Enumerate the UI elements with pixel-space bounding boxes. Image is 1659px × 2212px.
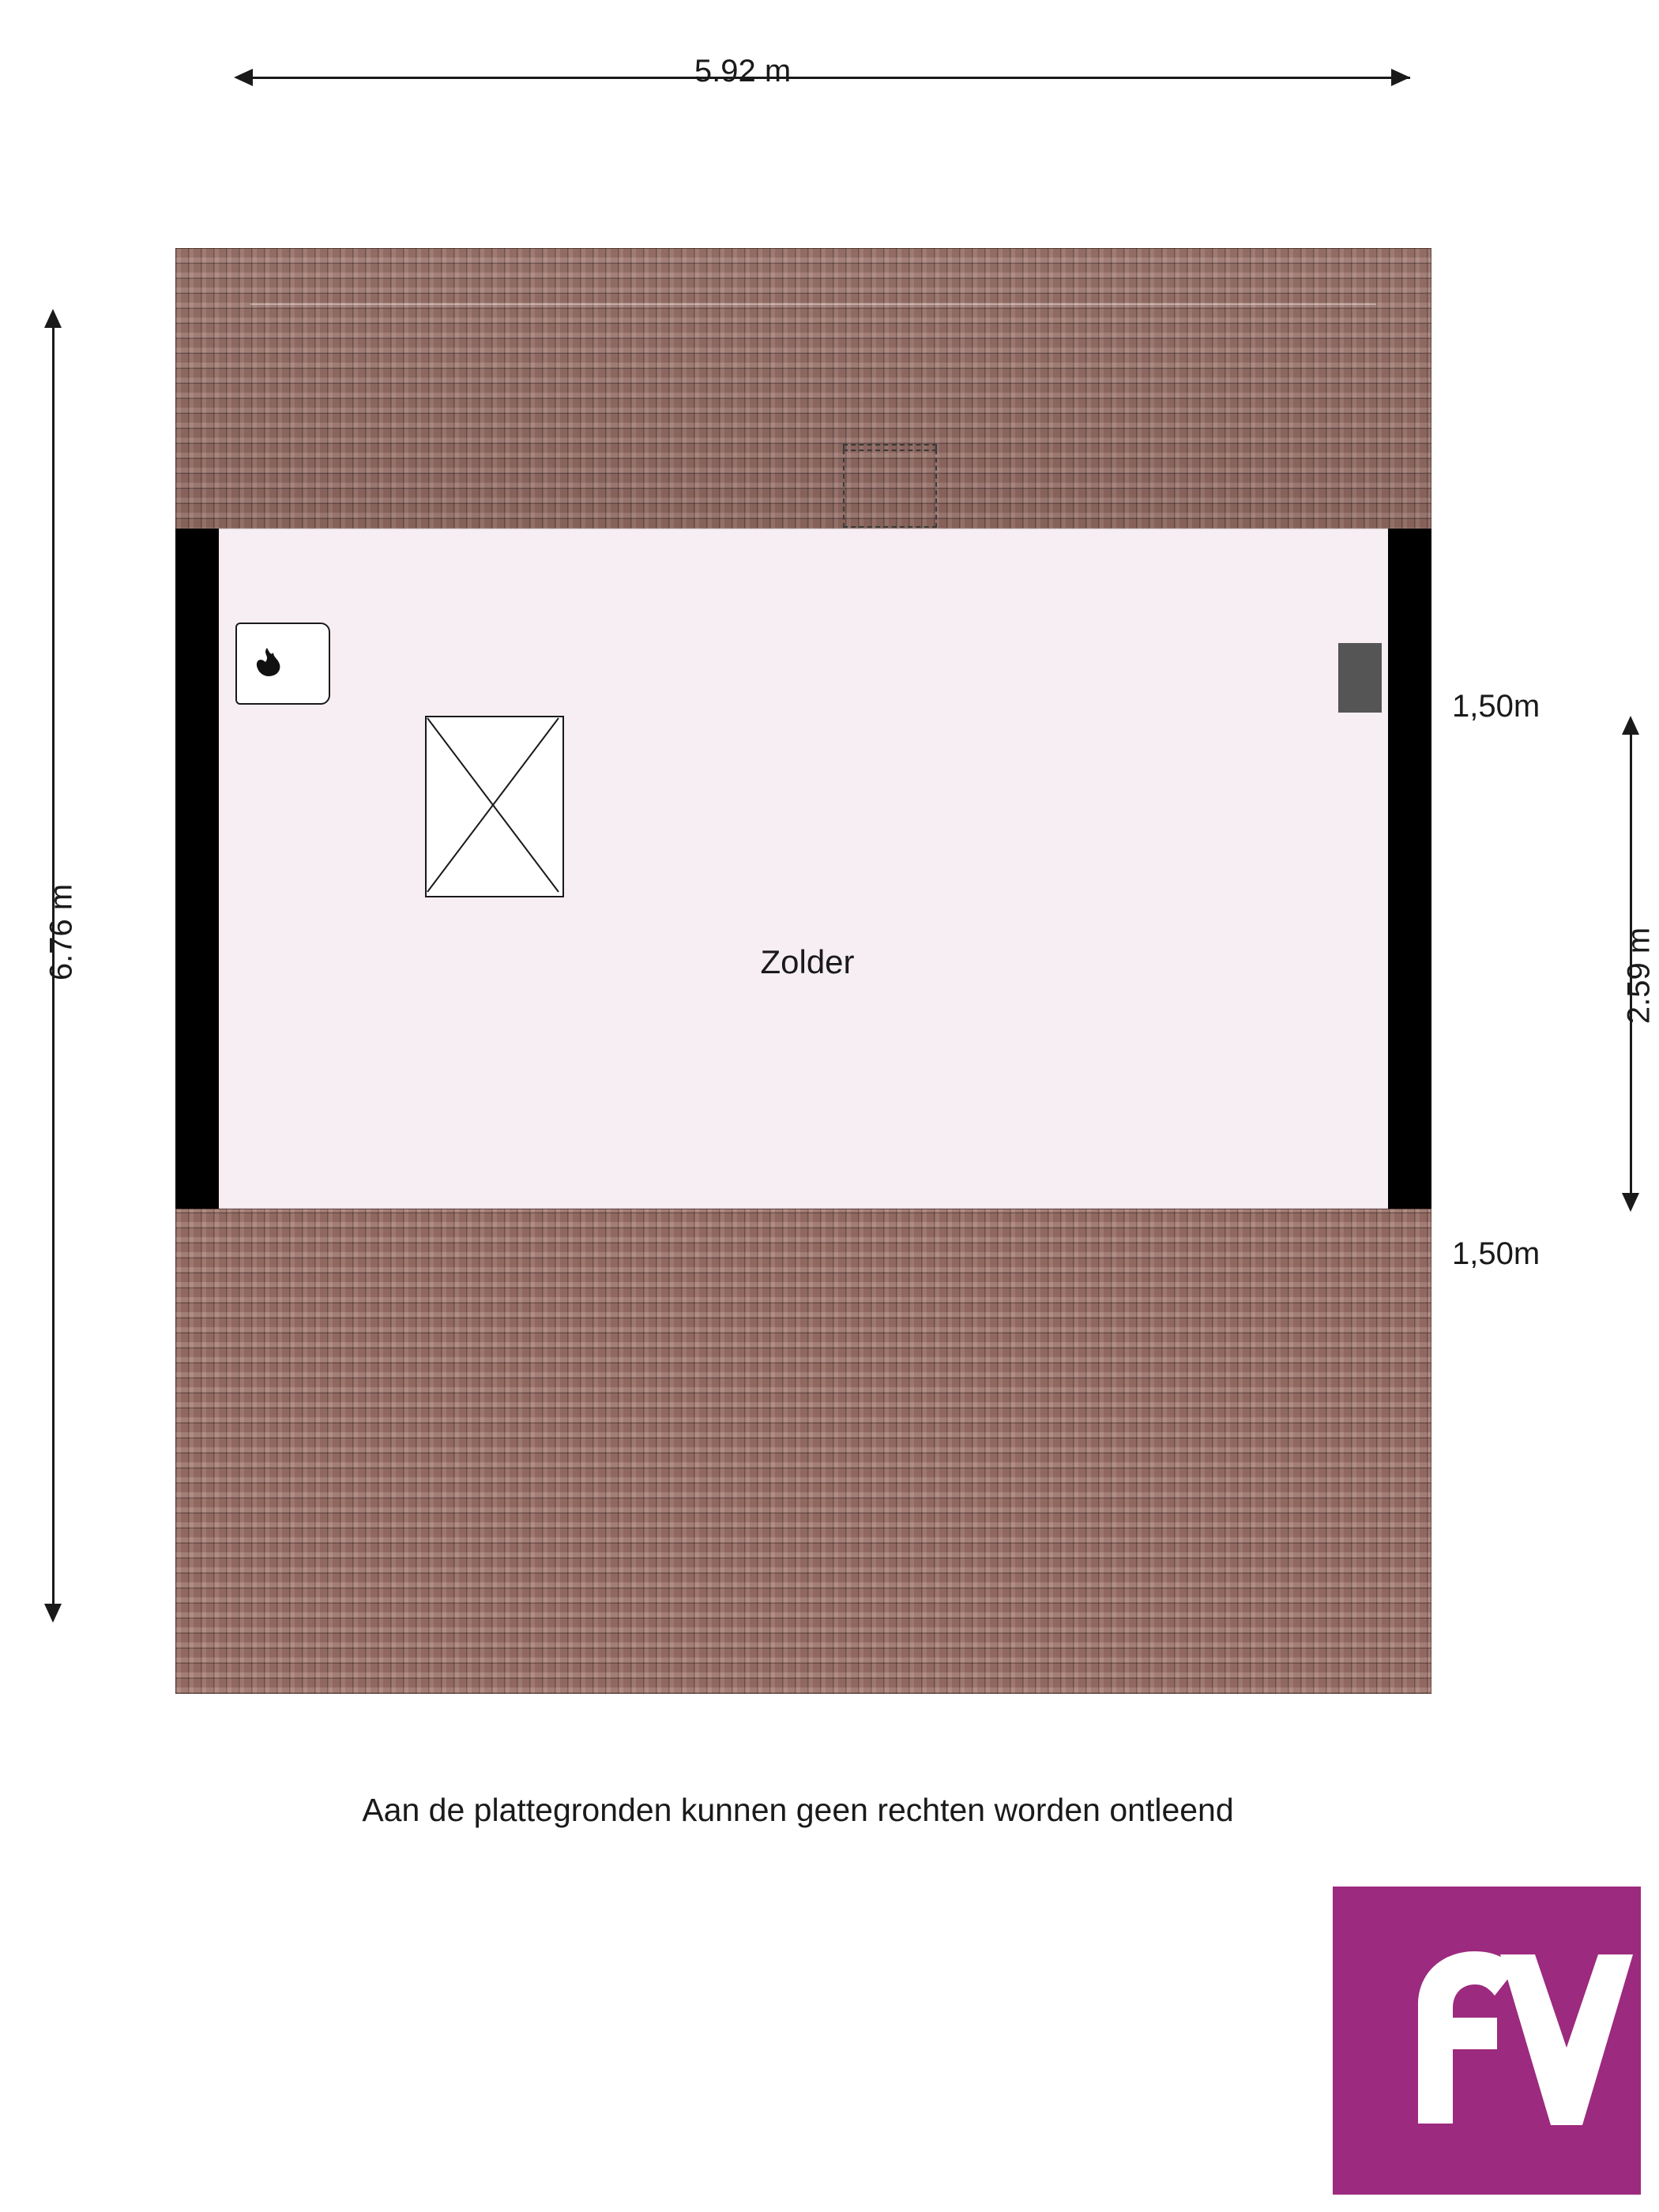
dimension-eave-bottom-label: 1,50m: [1452, 1236, 1540, 1271]
dimension-left-label: 6.76 m: [43, 883, 79, 981]
dimension-left-arrow-down: [44, 1604, 62, 1623]
av-logo-icon: [1333, 1887, 1641, 2195]
wall-left: [175, 529, 219, 1209]
dimension-right-arrow-up: [1622, 716, 1639, 735]
room-label-zolder: Zolder: [760, 943, 855, 980]
dimension-right-label: 2.59 m: [1621, 927, 1657, 1025]
flame-icon: [250, 645, 284, 679]
dimension-left-arrow-up: [44, 309, 62, 328]
dimension-top-label: 5.92 m: [694, 54, 792, 88]
staircase-cross-icon: [425, 716, 561, 894]
dimension-top-arrow-left: [234, 69, 253, 86]
room-zolder-floor: [175, 529, 1431, 1209]
roof-lower-slope: [175, 1209, 1431, 1694]
dimension-right-arrow-down: [1622, 1193, 1639, 1212]
dormer-window: [1338, 643, 1382, 713]
wall-right: [1388, 529, 1431, 1209]
roof-ridge-line: [250, 303, 1376, 305]
roof-hatch: [843, 450, 937, 528]
disclaimer-text: Aan de plattegronden kunnen geen rechten worden ontleend: [362, 1792, 1234, 1828]
dimension-top-line: [253, 77, 1410, 79]
dimension-top-arrow-right: [1391, 69, 1410, 86]
dimension-eave-top-label: 1,50m: [1452, 689, 1540, 724]
brand-logo: [1333, 1887, 1641, 2195]
